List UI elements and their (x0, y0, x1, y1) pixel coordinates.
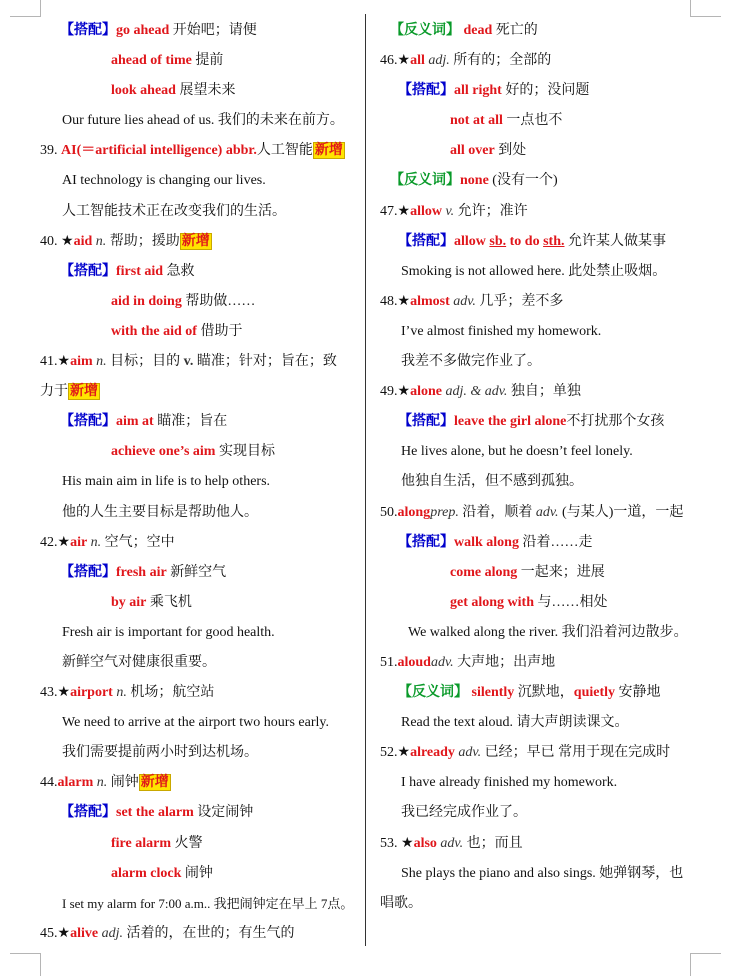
example-translation: 新鲜空气对健康很重要。 (62, 654, 216, 670)
star-icon: ★ (397, 745, 411, 761)
meaning: 力于 (40, 384, 68, 400)
meaning: 独自；单独 (510, 384, 581, 400)
collocation-tag: 【搭配】 (60, 263, 116, 279)
collocation-tag: 【搭配】 (60, 564, 116, 580)
example-sentence: We walked along the river. 我们沿着河边散步。 (408, 624, 688, 640)
collocation-line (380, 76, 700, 106)
meaning: 活着的，在世的；有生气的 (126, 925, 295, 941)
headword: aid (73, 233, 93, 249)
part-of-speech: prep. (430, 504, 459, 520)
collocation-line (40, 437, 360, 467)
collocation-tag: 【搭配】 (60, 805, 116, 821)
entry-48 (380, 287, 700, 317)
entry-45 (40, 919, 360, 949)
star-icon: ★ (57, 354, 71, 370)
example-sentence: His main aim in life is to help others. (62, 474, 271, 490)
phrase: alarm clock (111, 865, 182, 881)
example-sentence: Our future lies ahead of us. 我们的未来在前方。 (62, 113, 344, 129)
headword: AI (61, 143, 77, 159)
star-icon: ★ (401, 835, 414, 851)
phrase-meaning: 借助于 (200, 323, 243, 339)
phrase-meaning: 与……相处 (537, 594, 608, 610)
phrase: dead (463, 23, 493, 38)
headword: alone (410, 384, 442, 400)
phrase-meaning: 乘飞机 (149, 594, 192, 610)
star-icon: ★ (57, 534, 71, 550)
example-sentence: Read the text aloud. 请大声朗读课文。 (401, 715, 629, 731)
phrase: achieve one’s aim (111, 444, 216, 460)
entry-49 (380, 377, 700, 407)
entry-number: 46. (380, 53, 398, 69)
collocation-line (40, 76, 360, 106)
antonym-line (380, 678, 700, 708)
example-translation: 我已经完成作业了。 (401, 805, 527, 821)
star-icon: ★ (61, 233, 74, 249)
phrase: quietly (573, 685, 616, 701)
collocation-line (380, 528, 700, 558)
phrase: ahead of time (111, 53, 192, 69)
new-badge: 新增 (181, 233, 210, 249)
part-of-speech: adv. (440, 835, 464, 851)
meaning: 沿着，顺着 (462, 504, 533, 520)
entry-51 (380, 648, 700, 678)
phrase-meaning: 安静地 (618, 685, 661, 701)
collocation-tag: 【搭配】 (398, 414, 454, 430)
entry-52 (380, 738, 700, 768)
entry-number: 45. (40, 925, 58, 941)
phrase-meaning: (没有一个) (492, 173, 558, 189)
collocation-line (40, 287, 360, 317)
phrase-meaning: 设定闹钟 (197, 805, 254, 821)
headword: alive (70, 925, 99, 941)
antonym-tag: 【反义词】 (390, 23, 460, 38)
star-icon: ★ (397, 293, 411, 309)
entry-number: 47. (380, 203, 398, 219)
example-translation: 人工智能技术正在改变我们的生活。 (62, 203, 286, 219)
new-badge: 新增 (70, 384, 98, 400)
phrase: none (460, 173, 489, 189)
phrase-meaning: 实现目标 (218, 444, 275, 460)
meaning: 帮助；援助 (109, 233, 180, 249)
phrase-meaning: 一点也不 (506, 113, 563, 129)
part-of-speech: adj. (101, 925, 123, 941)
phrase-meaning: 展望未来 (179, 83, 236, 99)
phrase-meaning: 好的；没问题 (505, 83, 590, 99)
entry-42 (40, 528, 360, 558)
example-translation: 我差不多做完作业了。 (401, 354, 541, 370)
example-sentence: I set my alarm for 7:00 a.m.. 我把闹钟定在早上 7点。 (62, 895, 354, 911)
entry-number: 40. (40, 233, 58, 249)
collocation-line (380, 106, 700, 136)
entry-40 (40, 227, 360, 257)
left-column (40, 16, 360, 949)
phrase: not at all (450, 113, 503, 129)
crop-mark-top-right (690, 0, 721, 17)
collocation-tag: 【搭配】 (398, 83, 454, 99)
crop-mark-bottom-left (10, 953, 41, 976)
headword: alarm (57, 775, 94, 791)
headword: aim (70, 354, 93, 370)
example-translation: 他的人生主要目标是帮助他人。 (62, 504, 258, 520)
phrase: sb. (489, 233, 507, 249)
entry-number: 49. (380, 384, 398, 400)
phrase: set the alarm (116, 805, 194, 821)
example-sentence-cont: 唱歌。 (380, 895, 422, 911)
entry-39 (40, 136, 360, 166)
phrase: aim at (116, 414, 154, 430)
headword: almost (410, 293, 450, 309)
meaning: 目标；目的 (110, 354, 181, 370)
meaning: 闹钟 (110, 775, 139, 791)
phrase: fire alarm (111, 835, 171, 851)
phrase: sth. (543, 233, 565, 249)
crop-mark-bottom-right (690, 953, 721, 976)
headword: airport (70, 685, 113, 701)
new-badge: 新增 (314, 143, 343, 159)
antonym-line (380, 166, 700, 196)
phrase: allow (454, 233, 490, 249)
column-divider (365, 14, 366, 946)
part-of-speech: adv. (430, 654, 454, 670)
headword-full: (＝artificial intelligence) (76, 143, 223, 159)
example-sentence: I have already finished my homework. (401, 775, 618, 791)
collocation-line (40, 798, 360, 828)
collocation-line (40, 588, 360, 618)
entry-41-cont (40, 377, 360, 407)
part-of-speech: v. (445, 203, 455, 219)
phrase: go ahead (116, 23, 170, 38)
star-icon: ★ (57, 685, 71, 701)
headword: also (413, 835, 437, 851)
example-sentence: He lives alone, but he doesn’t feel lonely. (401, 444, 633, 460)
antonym-tag: 【反义词】 (390, 173, 460, 189)
collocation-line (380, 227, 700, 257)
entry-number: 44. (40, 775, 58, 791)
entry-number: 41. (40, 354, 58, 370)
phrase-meaning: 帮助做…… (185, 293, 256, 309)
meaning: 几乎；差不多 (479, 293, 564, 309)
collocation-line (40, 317, 360, 347)
phrase-meaning: 火警 (174, 835, 203, 851)
phrase-meaning: 到处 (498, 143, 527, 159)
headword: allow (410, 203, 442, 219)
collocation-line (40, 407, 360, 437)
right-column (380, 16, 700, 919)
headword: along (397, 504, 431, 520)
headword: all (410, 53, 425, 69)
phrase: come along (450, 564, 518, 580)
entry-number: 43. (40, 685, 58, 701)
phrase: first aid (116, 263, 164, 279)
entry-number: 51. (380, 654, 398, 670)
phrase: silently (471, 685, 515, 701)
entry-44 (40, 768, 360, 798)
phrase: by air (111, 594, 147, 610)
phrase: leave the girl alone (454, 414, 567, 430)
phrase: look ahead (111, 83, 176, 99)
star-icon: ★ (57, 925, 71, 941)
phrase-meaning: 允许某人做某事 (567, 233, 666, 249)
meaning: 大声地；出声地 (457, 654, 556, 670)
meaning: 瞄准；针对；旨在；致 (196, 354, 337, 370)
meaning: 机场；航空站 (130, 685, 215, 701)
entry-47 (380, 197, 700, 227)
phrase-meaning: 新鲜空气 (170, 564, 227, 580)
collocation-line (40, 257, 360, 287)
collocation-line (40, 859, 360, 889)
example-sentence: She plays the piano and also sings. 她弹钢琴，也 (401, 865, 684, 881)
example-translation: 我们需要提前两小时到达机场。 (62, 745, 258, 761)
headword: aloud (397, 654, 431, 670)
phrase: all over (450, 143, 495, 159)
collocation-tag: 【搭配】 (398, 233, 454, 249)
collocation-line (40, 16, 360, 46)
phrase-meaning: 沉默地， (517, 685, 574, 701)
entry-53 (380, 829, 700, 859)
entry-46 (380, 46, 700, 76)
meaning: 人工智能 (256, 143, 313, 159)
phrase-meaning: 死亡的 (495, 23, 538, 38)
phrase-meaning: 沿着……走 (522, 534, 593, 550)
star-icon: ★ (397, 384, 411, 400)
meaning: 也；而且 (466, 835, 523, 851)
phrase-meaning: 提前 (195, 53, 224, 69)
phrase: all right (454, 83, 502, 99)
phrase-meaning: 开始吧；请便 (172, 23, 257, 38)
entry-number: 53. (380, 835, 398, 851)
collocation-tag: 【搭配】 (60, 23, 116, 38)
entry-number: 52. (380, 745, 398, 761)
collocation-line (380, 407, 700, 437)
part-of-speech: adj. & adv. (445, 384, 508, 400)
phrase: fresh air (116, 564, 167, 580)
entry-50 (380, 498, 700, 528)
phrase-meaning: 瞄准；旨在 (157, 414, 228, 430)
collocation-tag: 【搭配】 (398, 534, 454, 550)
headword: air (70, 534, 88, 550)
entry-number: 39. (40, 143, 58, 159)
phrase-meaning: 不打扰那个女孩 (566, 414, 665, 430)
phrase: to do (506, 233, 544, 249)
meaning: 所有的；全部的 (453, 53, 552, 69)
new-badge: 新增 (140, 775, 169, 791)
part-of-speech: n. (116, 685, 127, 701)
antonym-tag: 【反义词】 (398, 685, 468, 701)
part-of-speech: v. (183, 354, 194, 370)
entry-number: 42. (40, 534, 58, 550)
part-of-speech: adv. (453, 293, 476, 309)
part-of-speech: abbr. (225, 143, 257, 159)
part-of-speech: adj. (428, 53, 450, 69)
antonym-line (380, 16, 700, 46)
collocation-tag: 【搭配】 (60, 414, 116, 430)
part-of-speech: n. (96, 354, 107, 370)
part-of-speech: n. (96, 775, 108, 791)
part-of-speech: n. (90, 534, 102, 550)
phrase-meaning: 急救 (166, 263, 195, 279)
collocation-line (380, 136, 700, 166)
collocation-line (380, 558, 700, 588)
collocation-line (40, 829, 360, 859)
collocation-line (40, 558, 360, 588)
example-sentence: We need to arrive at the airport two hours early. (62, 715, 329, 731)
phrase: with the aid of (111, 323, 197, 339)
entry-41 (40, 347, 360, 377)
part-of-speech: adv. (535, 504, 559, 520)
example-sentence: Smoking is not allowed here. 此处禁止吸烟。 (401, 263, 667, 279)
part-of-speech: n. (95, 233, 107, 249)
phrase: get along with (450, 594, 534, 610)
part-of-speech: adv. (458, 745, 482, 761)
meaning: 空气；空中 (104, 534, 175, 550)
entry-number: 48. (380, 293, 398, 309)
phrase: aid in doing (111, 293, 182, 309)
example-sentence: Fresh air is important for good health. (62, 624, 275, 640)
example-sentence: I’ve almost finished my homework. (401, 323, 602, 339)
phrase-meaning: 一起来；进展 (520, 564, 605, 580)
entry-number: 50. (380, 504, 398, 520)
collocation-line (380, 588, 700, 618)
meaning: (与某人)一道，一起 (562, 504, 684, 520)
phrase-meaning: 闹钟 (184, 865, 213, 881)
example-translation: 他独自生活，但不感到孤独。 (401, 474, 583, 490)
phrase: walk along (454, 534, 519, 550)
meaning: 允许；准许 (457, 203, 528, 219)
entry-43 (40, 678, 360, 708)
meaning: 已经；早已 常用于现在完成时 (484, 745, 671, 761)
collocation-line (40, 46, 360, 76)
star-icon: ★ (397, 53, 411, 69)
headword: already (410, 745, 455, 761)
star-icon: ★ (397, 203, 411, 219)
crop-mark-top-left (10, 0, 41, 17)
example-sentence: AI technology is changing our lives. (62, 173, 266, 189)
